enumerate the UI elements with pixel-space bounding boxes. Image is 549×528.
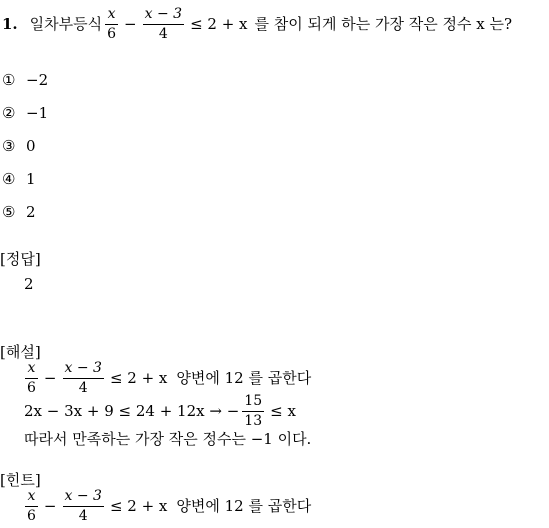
question-fraction-2 [143, 7, 184, 41]
hint-line-1 [22, 486, 311, 526]
hint-label: [힌트] [0, 471, 41, 489]
option-marker: ④ [2, 170, 16, 188]
fraction-denominator: 4 [78, 507, 88, 524]
fraction-numerator: x − 3 [64, 487, 102, 504]
explanation-fraction-3 [242, 394, 264, 428]
question-suffix: 를 참이 되게 하는 가장 작은 정수 x 는? [254, 14, 513, 33]
fraction-denominator: 6 [27, 507, 36, 524]
option-value: 2 [26, 203, 36, 221]
option-3[interactable] [2, 139, 36, 154]
hint-text-1: 양변에 12 를 곱한다 [176, 496, 312, 515]
explanation-rhs: ≤ 2 + x [109, 368, 168, 387]
fraction-numerator: x − 3 [64, 359, 102, 376]
answer-value: 2 [24, 275, 34, 293]
question-fraction-1 [105, 7, 118, 41]
option-marker: ③ [2, 137, 16, 155]
explanation-rhs-2: ≤ x [270, 401, 296, 420]
answer-label: [정답] [0, 250, 41, 268]
fraction-bar [25, 378, 38, 379]
hint-fraction-2 [63, 489, 104, 523]
fraction-numerator: 15 [244, 392, 263, 409]
explanation-label: [해설] [0, 343, 41, 361]
minus-sign: − [43, 368, 57, 387]
explanation-line-3: 따라서 만족하는 가장 작은 정수는 −1 이다. [24, 430, 312, 448]
explanation-line-2 [24, 391, 299, 431]
minus-sign: − [124, 14, 137, 33]
fraction-denominator: 6 [27, 379, 36, 396]
question-prefix: 일차부등식 [29, 14, 103, 33]
fraction-bar [63, 506, 104, 507]
fraction-denominator: 13 [244, 412, 263, 429]
fraction-numerator: x − 3 [144, 5, 183, 22]
option-marker: ② [2, 104, 16, 122]
explanation-lhs-2: 2x − 3x + 9 ≤ 24 + 12x → − [24, 401, 240, 420]
option-1[interactable] [2, 73, 48, 88]
question-number: 1. [2, 14, 18, 33]
option-value: −1 [26, 104, 49, 122]
option-marker: ① [2, 71, 16, 89]
fraction-denominator: 4 [158, 25, 168, 42]
fraction-numerator: x [27, 487, 36, 504]
fraction-denominator: 6 [107, 25, 117, 42]
fraction-bar [25, 506, 38, 507]
fraction-denominator: 4 [78, 379, 88, 396]
option-marker: ⑤ [2, 203, 16, 221]
fraction-numerator: x [27, 359, 36, 376]
minus-sign: − [43, 496, 57, 515]
explanation-text-1: 양변에 12 를 곱한다 [176, 368, 312, 387]
option-5[interactable] [2, 205, 36, 220]
option-value: 1 [26, 170, 36, 188]
option-value: −2 [26, 71, 49, 89]
question-rhs: ≤ 2 + x [190, 14, 248, 33]
hint-rhs: ≤ 2 + x [109, 496, 168, 515]
option-value: 0 [26, 137, 36, 155]
question-line [2, 4, 512, 44]
option-4[interactable] [2, 172, 36, 187]
fraction-numerator: x [107, 5, 116, 22]
fraction-bar [242, 411, 264, 412]
option-2[interactable] [2, 106, 48, 121]
fraction-bar [63, 378, 104, 379]
fraction-bar [143, 24, 184, 25]
fraction-bar [105, 24, 118, 25]
hint-fraction-1 [25, 489, 38, 523]
